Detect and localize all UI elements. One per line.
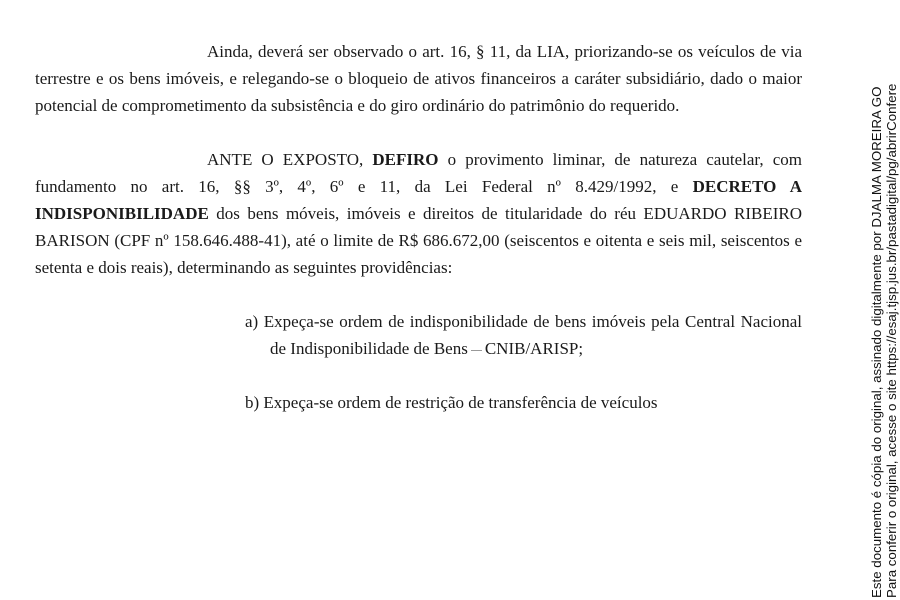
dash-separator: [471, 350, 482, 351]
decision-text-2: dos bens móveis, imóveis e direitos de titularidade do réu EDUARDO RIBEIRO BARISON (CPF nº 158.646.488-41), até o limite de R$ 686.672,00 (seiscentos e oitenta e seis mil, seiscentos e setenta e dois reais), determinando as seguintes providências:: [35, 204, 802, 277]
list-item-label: b): [245, 393, 260, 412]
list-item-label: a): [245, 312, 259, 331]
signature-note-line-1: Este documento é cópia do original, assinado digitalmente por DJALMA MOREIRA GO: [869, 86, 884, 598]
paragraph-gap: [35, 119, 802, 146]
list-item-b: [245, 389, 802, 416]
list-item-text: Expeça-se ordem de indisponibilidade de bens imóveis pela Central Nacional de Indisponibilidade de Bens: [263, 312, 802, 358]
list-item-text-end: CNIB/ARISP;: [484, 339, 584, 358]
defiro-bold: DEFIRO: [372, 150, 439, 169]
paragraph-text: Ainda, deverá ser observado o art. 16, § 11, da LIA, priorizando-se os veículos de via terrestre e os bens imóveis, e relegando-se o bloqueio de ativos financeiros a caráter subsidiário, dado o maior potencial de comprometimento da subsistência e do giro ordinário do patrimônio do requerido.: [35, 42, 802, 115]
list-item-text: Expeça-se ordem de restrição de transferência de veículos: [263, 393, 658, 412]
decision-intro: ANTE O EXPOSTO,: [207, 150, 373, 169]
list-item-a: [245, 308, 802, 362]
paragraph-decision: [35, 146, 802, 281]
decision-text-1: o provimento liminar, de natureza cautelar, com fundamento no art. 16, §§ 3º, 4º, 6º e 11, da Lei Federal nº 8.429/1992, e: [35, 150, 802, 196]
document-body: [35, 38, 802, 416]
digital-signature-note: [869, 84, 899, 598]
paragraph-gap: [35, 362, 802, 389]
paragraph-gap: [35, 281, 802, 308]
decreto-bold: DECRETO A INDISPONIBILIDADE: [35, 177, 802, 223]
paragraph-article-16: [35, 38, 802, 119]
signature-note-line-2: Para conferir o original, acesse o site https://esaj.tjsp.jus.br/pastadigital/pg/abrirConfere: [884, 83, 899, 598]
